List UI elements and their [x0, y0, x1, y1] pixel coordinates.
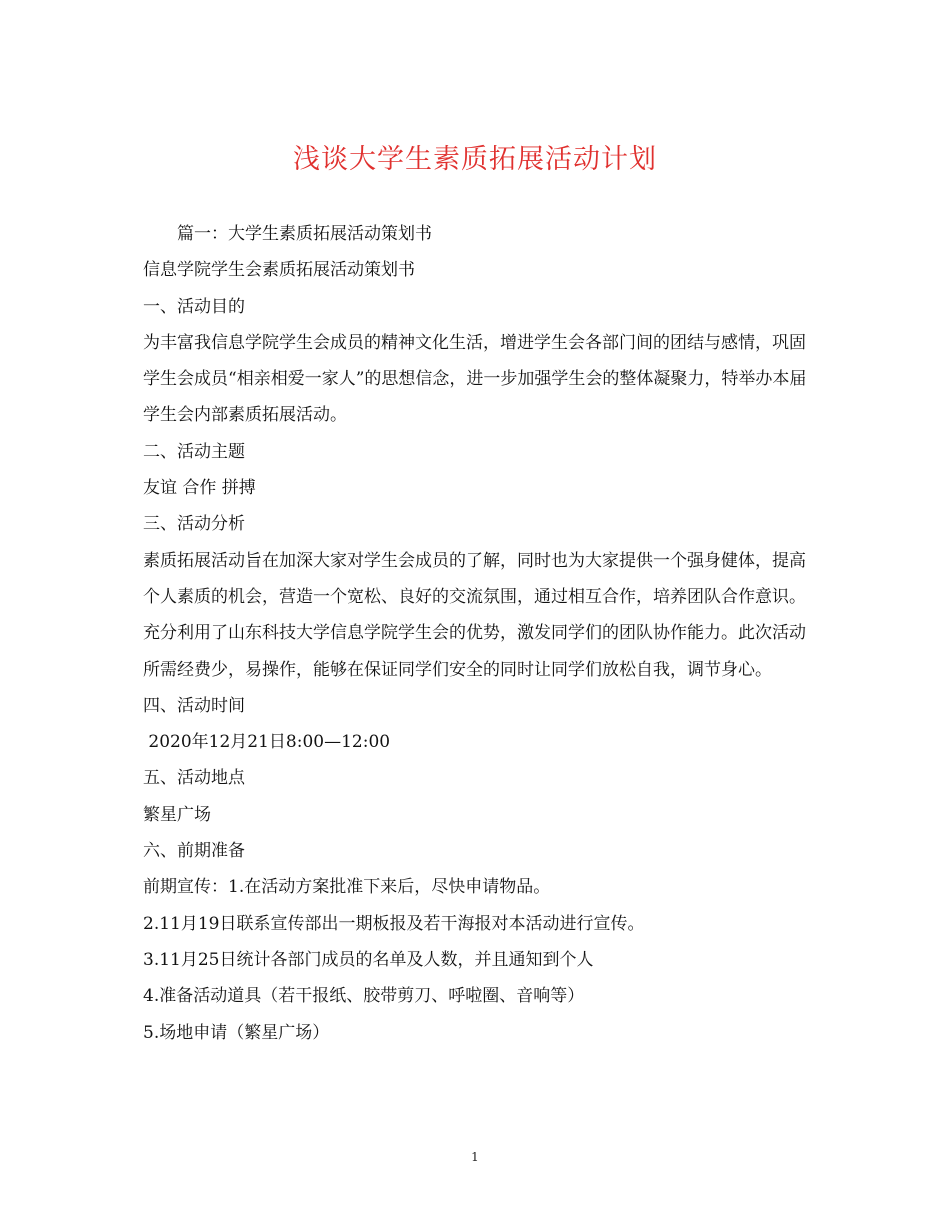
heading-purpose: 一、活动目的	[143, 296, 245, 317]
list-item-prep-2: 2.11月19日联系宣传部出一期板报及若干海报对本活动进行宣传。	[143, 913, 645, 934]
list-item-prep-4: 4.准备活动道具（若干报纸、胶带剪刀、呼啦圈、音响等）	[143, 986, 585, 1007]
plan-title: 信息学院学生会素质拓展活动策划书	[143, 260, 415, 281]
heading-location: 五、活动地点	[143, 768, 245, 789]
section-heading-part-one: 篇一：大学生素质拓展活动策划书	[177, 224, 432, 244]
list-item-prep-3: 3.11月25日统计各部门成员的名单及人数，并且通知到个人	[143, 949, 594, 970]
list-item-prep-5: 5.场地申请（繁星广场）	[143, 1022, 330, 1043]
document-title: 浅谈大学生素质拓展活动计划	[293, 144, 657, 175]
heading-preparation: 六、前期准备	[143, 841, 245, 862]
heading-analysis: 三、活动分析	[143, 514, 245, 535]
heading-theme: 二、活动主题	[143, 441, 245, 462]
paragraph-time: 2020年12月21日8:00—12:00	[143, 732, 391, 753]
paragraph-location: 繁星广场	[143, 804, 211, 825]
paragraph-purpose: 为丰富我信息学院学生会成员的精神文化生活，增进学生会各部门间的团结与感情，巩固学生会成员“相亲相爱一家人”的思想信念，进一步加强学生会的整体凝聚力，特举办本届学生会内部素质拓展活动。	[143, 332, 807, 426]
list-item-prep-1: 前期宣传：1.在活动方案批准下来后，尽快申请物品。	[143, 877, 551, 898]
paragraph-theme: 友谊 合作 拼搏	[143, 478, 256, 499]
page-number: 1	[471, 1150, 479, 1164]
document-body	[143, 216, 813, 1051]
heading-time: 四、活动时间	[143, 695, 245, 716]
paragraph-analysis: 素质拓展活动旨在加深大家对学生会成员的了解，同时也为大家提供一个强身健体，提高个人素质的机会，营造一个宽松、良好的交流氛围，通过相互合作，培养团队合作意识。充分利用了山东科技大学信息学院学生会的优势，激发同学们的团队协作能力。此次活动所需经费少，易操作，能够在保证同学们安全的同时让同学们放松自我，调节身心。	[143, 550, 806, 680]
